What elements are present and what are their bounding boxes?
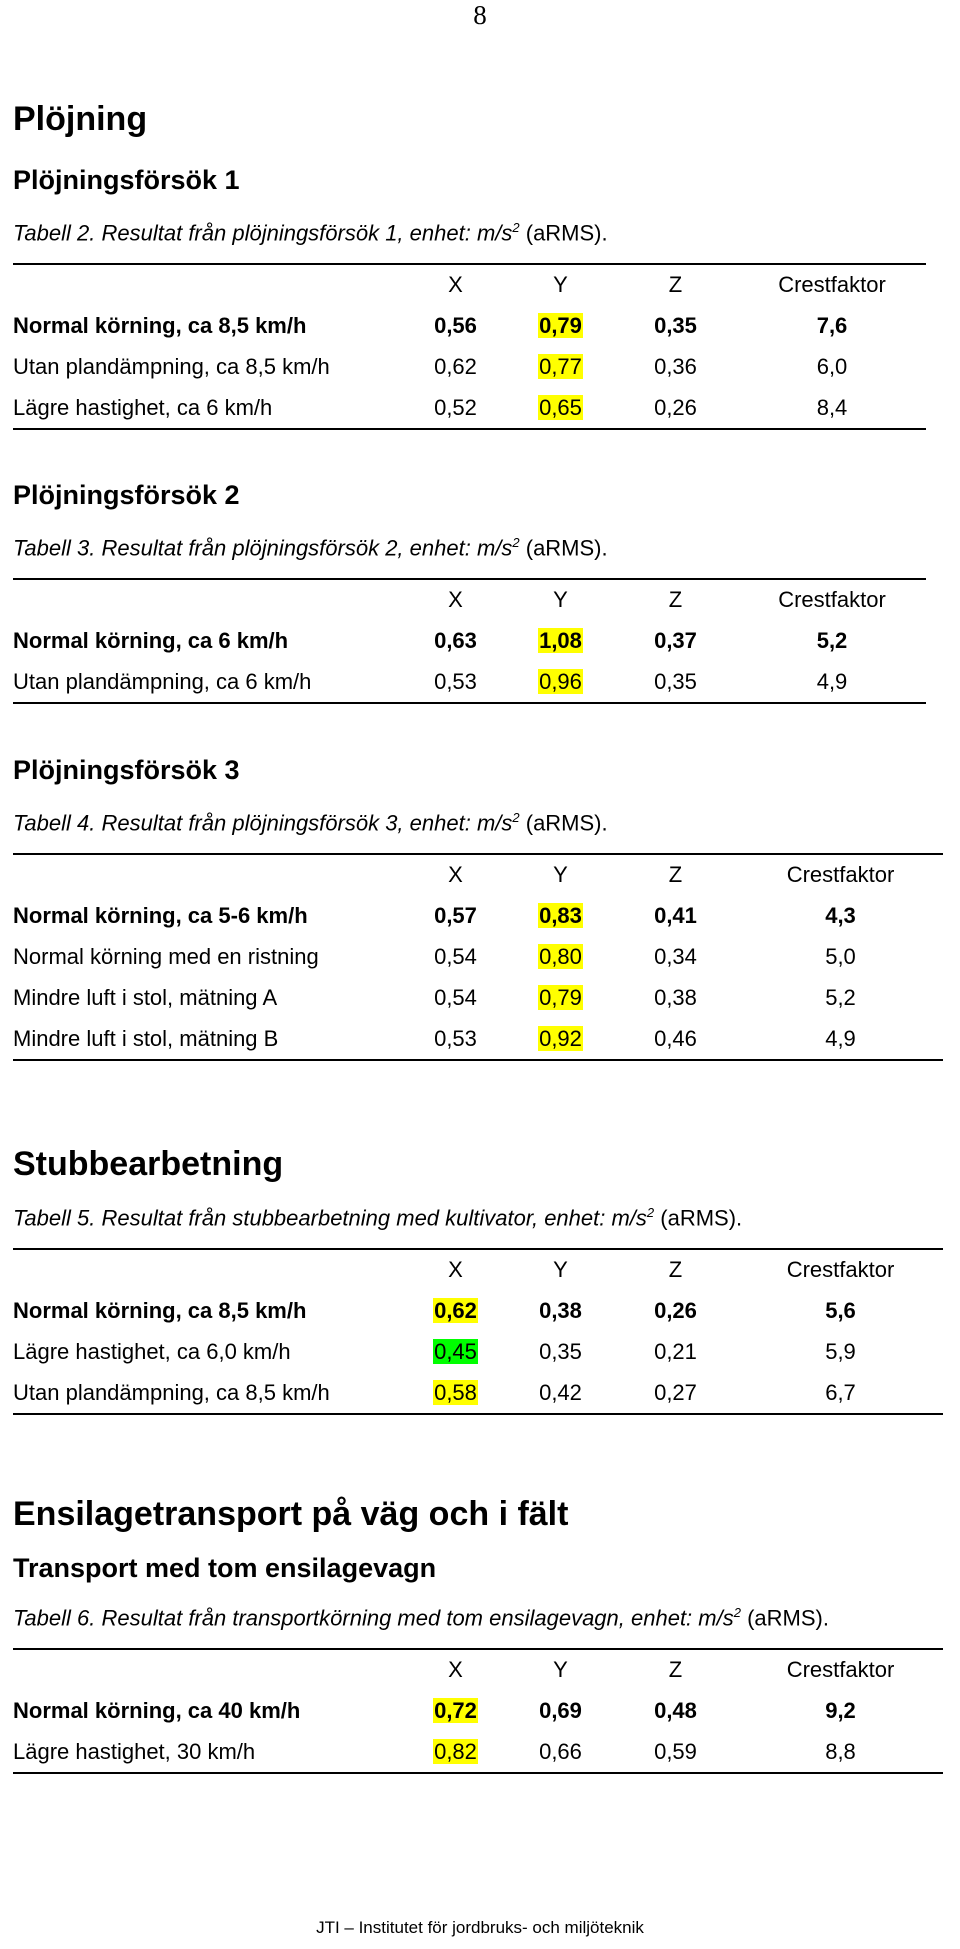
cell-z: 0,27: [613, 1372, 738, 1414]
cell-y: [508, 936, 613, 977]
caption-label: Tabell 3.: [13, 535, 96, 561]
caption-label: Tabell 4.: [13, 810, 96, 836]
row-label: Normal körning, ca 5-6 km/h: [13, 902, 308, 928]
table-6-caption: [13, 1605, 829, 1631]
cell-x: 0,53: [403, 1018, 508, 1060]
cell-x: [403, 1331, 508, 1372]
table-header-row: [13, 579, 926, 620]
table-5-caption: [13, 1205, 742, 1231]
cell-y: 0,66: [508, 1731, 613, 1773]
cell-y: [508, 346, 613, 387]
header-label: [13, 1249, 403, 1290]
caption-text: Resultat från stubbearbetning med kultivator, enhet: m/s: [101, 1205, 647, 1231]
row-label: Utan plandämpning, ca 8,5 km/h: [13, 1372, 403, 1414]
table-row: [13, 1018, 943, 1060]
highlighted-value: 0,65: [539, 394, 582, 420]
table-header-row: [13, 264, 926, 305]
row-label: Lägre hastighet, ca 6 km/h: [13, 387, 403, 429]
table-2: [13, 263, 926, 430]
cell-z: 0,26: [613, 387, 738, 429]
header-x: X: [403, 1249, 508, 1290]
header-label: [13, 579, 403, 620]
section-title-plojning: Plöjning: [13, 100, 148, 138]
header-z: Z: [613, 264, 738, 305]
row-label: Normal körning, ca 8,5 km/h: [13, 1297, 307, 1323]
cell-y: 0,69: [539, 1697, 582, 1723]
cell-y: [508, 305, 613, 346]
highlighted-value: 0,77: [539, 353, 582, 379]
header-z: Z: [613, 1249, 738, 1290]
header-crestfaktor: Crestfaktor: [738, 579, 926, 620]
section-title-ensilagetransport: Ensilagetransport på väg och i fält: [13, 1495, 569, 1533]
row-label: Normal körning, ca 40 km/h: [13, 1697, 301, 1723]
cell-y: [508, 1018, 613, 1060]
highlighted-value: 0,79: [539, 984, 582, 1010]
subsection-title-plojningsforsok-2: Plöjningsförsök 2: [13, 480, 240, 510]
table-row: [13, 1331, 943, 1372]
unit-superscript: 2: [733, 1605, 741, 1620]
row-label: Normal körning med en ristning: [13, 943, 319, 969]
unit-suffix: (aRMS).: [519, 535, 608, 561]
highlighted-value: 0,82: [434, 1738, 477, 1764]
cell-z: 0,34: [654, 943, 697, 969]
cell-z: 0,35: [654, 312, 697, 338]
cell-x: [403, 1290, 508, 1331]
table-6: [13, 1648, 943, 1774]
cell-x: [403, 1690, 508, 1731]
cell-y: [508, 387, 613, 429]
header-y: Y: [508, 579, 613, 620]
unit-superscript: 2: [646, 1205, 655, 1220]
header-y: Y: [508, 1249, 613, 1290]
header-y: Y: [508, 854, 613, 895]
table-2-caption: [13, 220, 608, 246]
table-row: [13, 1372, 943, 1414]
row-label: Lägre hastighet, ca 6,0 km/h: [13, 1338, 291, 1364]
cell-crestfaktor: 6,7: [738, 1372, 943, 1414]
row-label: Normal körning, ca 6 km/h: [13, 627, 289, 653]
highlighted-value: 0,58: [434, 1379, 477, 1405]
cell-y: 0,42: [508, 1372, 613, 1414]
highlighted-value: 0,83: [539, 902, 582, 928]
table-header-row: [13, 854, 943, 895]
table-5: [13, 1248, 943, 1415]
page-footer: JTI – Institutet för jordbruks- och miljöteknik: [316, 1918, 644, 1937]
cell-z: 0,59: [613, 1731, 738, 1773]
cell-x: [403, 1372, 508, 1414]
highlighted-value: 0,92: [539, 1025, 582, 1051]
cell-x: 0,54: [434, 943, 477, 969]
header-y: Y: [508, 1649, 613, 1690]
header-label: [13, 854, 403, 895]
table-row: [13, 1731, 943, 1773]
table-4: [13, 853, 943, 1061]
header-z: Z: [613, 854, 738, 895]
cell-x: 0,54: [434, 984, 477, 1010]
cell-crestfaktor: 5,2: [816, 627, 848, 653]
caption-text: Resultat från transportkörning med tom ensilagevagn, enhet: m/s: [101, 1605, 734, 1631]
cell-crestfaktor: 9,2: [825, 1697, 856, 1723]
cell-z: 0,26: [654, 1297, 697, 1323]
header-crestfaktor: Crestfaktor: [738, 264, 926, 305]
cell-x: 0,62: [434, 353, 477, 379]
caption-text: Resultat från plöjningsförsök 2, enhet: m/s: [101, 535, 513, 561]
cell-y: [508, 977, 613, 1018]
cell-crestfaktor: 5,6: [825, 1297, 856, 1323]
header-z: Z: [613, 1649, 738, 1690]
cell-x: 0,53: [403, 661, 508, 703]
cell-crestfaktor: 4,3: [825, 902, 856, 928]
table-row: [13, 936, 943, 977]
table-row: [13, 620, 926, 661]
row-label: Utan plandämpning, ca 6 km/h: [13, 661, 403, 703]
table-row: [13, 346, 926, 387]
table-row: [13, 1290, 943, 1331]
highlighted-value: 0,79: [539, 312, 582, 338]
cell-x: 0,63: [434, 627, 477, 653]
cell-y: [508, 661, 613, 703]
header-x: X: [403, 854, 508, 895]
table-header-row: [13, 1249, 943, 1290]
caption-text: Resultat från plöjningsförsök 1, enhet: m/s: [101, 220, 513, 246]
header-x: X: [403, 264, 508, 305]
cell-z: 0,48: [654, 1697, 697, 1723]
caption-label: Tabell 6.: [13, 1605, 96, 1631]
cell-z: 0,46: [613, 1018, 738, 1060]
caption-label: Tabell 2.: [13, 220, 96, 246]
cell-crestfaktor: 5,0: [825, 943, 856, 969]
table-row: [13, 895, 943, 936]
cell-x: 0,52: [403, 387, 508, 429]
cell-crestfaktor: 4,9: [738, 661, 926, 703]
unit-suffix: (aRMS).: [519, 810, 608, 836]
cell-crestfaktor: 6,0: [816, 353, 848, 379]
unit-suffix: (aRMS).: [654, 1205, 743, 1231]
table-row: [13, 305, 926, 346]
subsection-title-plojningsforsok-3: Plöjningsförsök 3: [13, 755, 240, 785]
cell-z: 0,38: [654, 984, 697, 1010]
cell-x: 0,56: [434, 312, 477, 338]
header-label: [13, 1649, 403, 1690]
cell-x: 0,57: [434, 902, 477, 928]
row-label: Utan plandämpning, ca 8,5 km/h: [13, 353, 330, 379]
cell-z: 0,37: [654, 627, 697, 653]
highlighted-value: 0,72: [434, 1697, 477, 1723]
row-label: Lägre hastighet, 30 km/h: [13, 1731, 403, 1773]
cell-y: 0,35: [539, 1338, 582, 1364]
cell-z: 0,21: [654, 1338, 697, 1364]
highlighted-value: 0,62: [434, 1297, 477, 1323]
cell-x: [403, 1731, 508, 1773]
table-3: [13, 578, 926, 704]
row-label: Mindre luft i stol, mätning A: [13, 984, 278, 1010]
cell-crestfaktor: 5,2: [825, 984, 856, 1010]
header-z: Z: [613, 579, 738, 620]
unit-suffix: (aRMS).: [740, 1605, 829, 1631]
unit-suffix: (aRMS).: [519, 220, 608, 246]
unit-superscript: 2: [512, 810, 520, 825]
table-3-caption: [13, 535, 608, 561]
header-y: Y: [508, 264, 613, 305]
header-x: X: [403, 579, 508, 620]
header-crestfaktor: Crestfaktor: [738, 1649, 943, 1690]
cell-crestfaktor: 8,4: [738, 387, 926, 429]
table-row: [13, 387, 926, 429]
cell-z: 0,41: [654, 902, 697, 928]
row-label: Normal körning, ca 8,5 km/h: [13, 312, 307, 338]
unit-superscript: 2: [512, 535, 520, 550]
caption-label: Tabell 5.: [13, 1205, 96, 1231]
cell-y: [508, 620, 613, 661]
header-crestfaktor: Crestfaktor: [738, 1249, 943, 1290]
table-row: [13, 1690, 943, 1731]
cell-crestfaktor: 7,6: [816, 312, 848, 338]
table-row: [13, 977, 943, 1018]
subsection-title-plojningsforsok-1: Plöjningsförsök 1: [13, 165, 240, 195]
table-4-caption: [13, 810, 608, 836]
highlighted-value: 0,80: [539, 943, 582, 969]
cell-crestfaktor: 8,8: [738, 1731, 943, 1773]
page-number: 8: [473, 0, 487, 30]
table-header-row: [13, 1649, 943, 1690]
section-title-stubbearbetning: Stubbearbetning: [13, 1145, 284, 1183]
cell-y: 0,38: [539, 1297, 582, 1323]
header-x: X: [403, 1649, 508, 1690]
highlighted-value: 0,45: [434, 1338, 477, 1364]
subsection-title-transport-tom-ensilagevagn: Transport med tom ensilagevagn: [13, 1553, 437, 1583]
header-crestfaktor: Crestfaktor: [738, 854, 943, 895]
table-row: [13, 661, 926, 703]
row-label: Mindre luft i stol, mätning B: [13, 1018, 403, 1060]
cell-z: 0,35: [613, 661, 738, 703]
caption-text: Resultat från plöjningsförsök 3, enhet: m/s: [101, 810, 513, 836]
cell-y: [508, 895, 613, 936]
unit-superscript: 2: [512, 220, 520, 235]
highlighted-value: 0,96: [539, 668, 582, 694]
cell-crestfaktor: 4,9: [738, 1018, 943, 1060]
cell-z: 0,36: [654, 353, 697, 379]
cell-crestfaktor: 5,9: [825, 1338, 856, 1364]
highlighted-value: 1,08: [539, 627, 582, 653]
header-label: [13, 264, 403, 305]
